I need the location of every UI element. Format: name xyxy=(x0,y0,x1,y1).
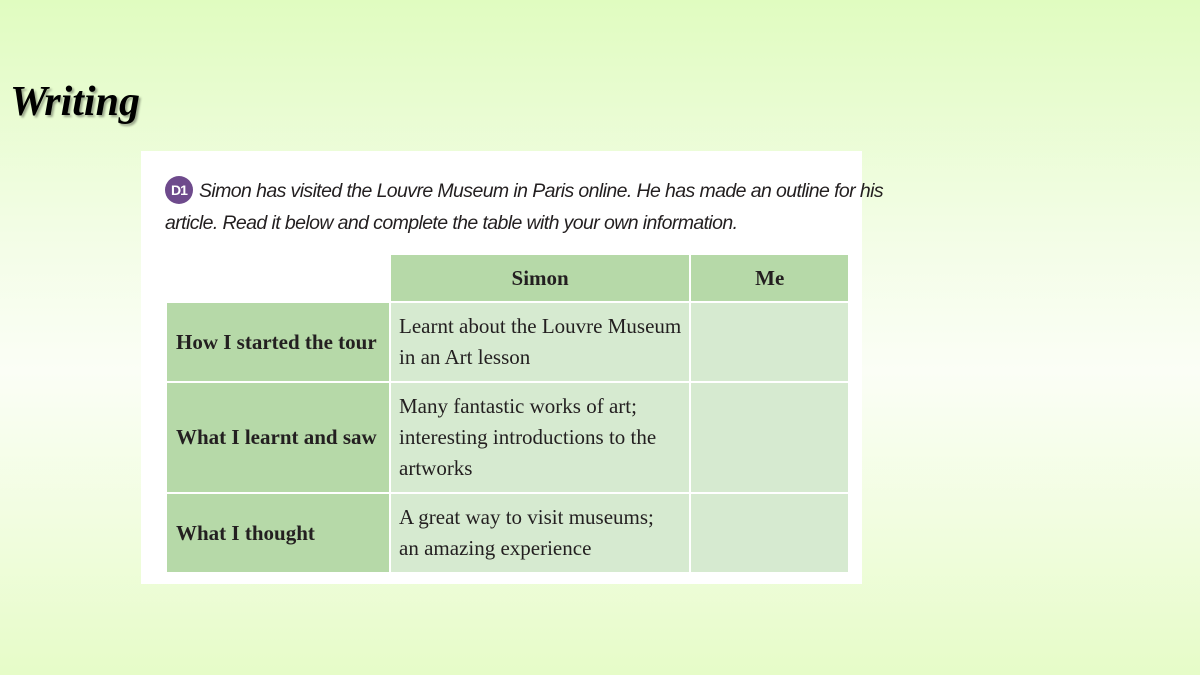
column-header-me: Me xyxy=(690,254,849,302)
instruction-line-2: article. Read it below and complete the table with your own information. xyxy=(165,212,738,234)
column-header-simon: Simon xyxy=(390,254,690,302)
instruction-text-1: Simon has visited the Louvre Museum in Paris online. He has made an outline for his xyxy=(199,180,884,202)
table-row xyxy=(166,382,849,493)
instruction-line-1 xyxy=(165,175,884,207)
exercise-badge: D1 xyxy=(165,176,193,204)
simon-cell-line: A great way to visit museums; xyxy=(399,505,654,529)
outline-table xyxy=(165,253,850,574)
exercise-instruction xyxy=(165,175,884,239)
page-title: Writing xyxy=(10,79,140,125)
simon-cell-line: Learnt about the Louvre Museum xyxy=(399,314,682,338)
table-header-row xyxy=(166,254,849,302)
row-label: What I learnt and saw xyxy=(166,382,390,493)
table-row xyxy=(166,493,849,573)
row-label: How I started the tour xyxy=(166,302,390,382)
simon-cell-line: artworks xyxy=(399,456,473,480)
simon-cell xyxy=(390,382,690,493)
table-corner-cell xyxy=(166,254,390,302)
simon-cell-line: Many fantastic works of art; xyxy=(399,394,637,418)
exercise-panel xyxy=(141,151,884,584)
row-label: What I thought xyxy=(166,493,390,573)
simon-cell xyxy=(390,302,690,382)
simon-cell-line: interesting introductions to the xyxy=(399,425,657,449)
me-answer-cell[interactable] xyxy=(690,382,849,493)
simon-cell-line: in an Art lesson xyxy=(399,345,531,369)
me-answer-cell[interactable] xyxy=(690,493,849,573)
me-answer-cell[interactable] xyxy=(690,302,849,382)
table-row xyxy=(166,302,849,382)
simon-cell xyxy=(390,493,690,573)
simon-cell-line: an amazing experience xyxy=(399,536,592,560)
